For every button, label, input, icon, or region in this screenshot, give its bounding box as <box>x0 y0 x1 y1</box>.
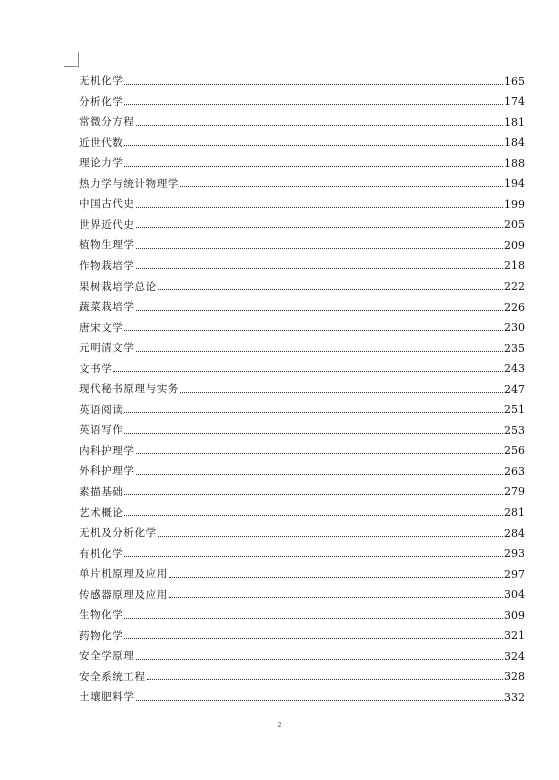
toc-entry[interactable] <box>79 109 525 130</box>
toc-entry[interactable] <box>79 643 525 664</box>
toc-entry-title: 元明清文学 <box>79 342 135 355</box>
toc-entry-page: 253 <box>504 423 525 437</box>
toc-entry[interactable] <box>79 664 525 685</box>
toc-entry-title: 生物化学 <box>79 609 124 622</box>
toc-entry[interactable] <box>79 397 525 418</box>
toc-entry[interactable] <box>79 376 525 397</box>
toc-entry-title: 常微分方程 <box>79 116 135 129</box>
toc-entry-page: 279 <box>504 485 525 499</box>
toc-dot-leader <box>124 330 503 331</box>
toc-dot-leader <box>136 310 504 311</box>
toc-dot-leader <box>180 186 503 187</box>
toc-entry[interactable] <box>79 356 525 377</box>
toc-entry-title: 素描基础 <box>79 485 124 498</box>
toc-entry[interactable] <box>79 438 525 459</box>
toc-entry[interactable] <box>79 171 525 192</box>
toc-entry[interactable] <box>79 232 525 253</box>
toc-entry-page: 243 <box>504 362 525 376</box>
toc-entry-title: 安全学原理 <box>79 650 135 663</box>
toc-entry-page: 218 <box>504 259 525 273</box>
toc-entry-page: 251 <box>504 403 525 417</box>
toc-dot-leader <box>124 556 503 557</box>
toc-dot-leader <box>180 392 503 393</box>
toc-entry-title: 文书学 <box>79 362 113 375</box>
toc-entry-title: 外科护理学 <box>79 465 135 478</box>
toc-entry[interactable] <box>79 520 525 541</box>
toc-entry[interactable] <box>79 315 525 336</box>
table-of-contents <box>79 68 525 705</box>
toc-entry-page: 309 <box>504 608 525 622</box>
toc-entry-title: 蔬菜栽培学 <box>79 301 135 314</box>
toc-entry-title: 英语写作 <box>79 424 124 437</box>
toc-dot-leader <box>136 268 504 269</box>
toc-entry-title: 传感器原理及应用 <box>79 588 168 601</box>
toc-entry-title: 热力学与统计物理学 <box>79 177 179 190</box>
toc-dot-leader <box>147 679 503 680</box>
margin-corner-mark <box>64 52 79 67</box>
toc-entry-page: 174 <box>504 95 525 109</box>
toc-entry-page: 184 <box>504 136 525 150</box>
toc-dot-leader <box>136 351 504 352</box>
toc-entry[interactable] <box>79 458 525 479</box>
toc-entry-page: 188 <box>504 156 525 170</box>
toc-entry-page: 235 <box>504 341 525 355</box>
toc-entry[interactable] <box>79 561 525 582</box>
toc-entry-page: 199 <box>504 197 525 211</box>
toc-entry-page: 194 <box>504 177 525 191</box>
toc-entry-title: 理论力学 <box>79 157 124 170</box>
toc-dot-leader <box>124 433 503 434</box>
toc-entry[interactable] <box>79 417 525 438</box>
toc-dot-leader <box>124 84 503 85</box>
toc-entry-page: 332 <box>504 690 525 704</box>
toc-entry-page: 256 <box>504 444 525 458</box>
toc-entry[interactable] <box>79 89 525 110</box>
toc-entry-title: 近世代数 <box>79 136 124 149</box>
toc-dot-leader <box>113 371 503 372</box>
toc-entry-page: 324 <box>504 649 525 663</box>
toc-dot-leader <box>124 145 503 146</box>
toc-entry-title: 果树栽培学总论 <box>79 280 157 293</box>
toc-entry[interactable] <box>79 499 525 520</box>
toc-entry-title: 植物生理学 <box>79 239 135 252</box>
toc-dot-leader <box>136 125 504 126</box>
toc-entry[interactable] <box>79 479 525 500</box>
toc-dot-leader <box>124 638 503 639</box>
toc-entry-page: 284 <box>504 526 525 540</box>
toc-dot-leader <box>158 536 503 537</box>
toc-entry-page: 281 <box>504 506 525 520</box>
toc-entry-title: 安全系统工程 <box>79 670 146 683</box>
toc-entry[interactable] <box>79 602 525 623</box>
toc-entry-page: 293 <box>504 547 525 561</box>
toc-dot-leader <box>124 166 503 167</box>
toc-entry-page: 181 <box>504 115 525 129</box>
toc-entry[interactable] <box>79 150 525 171</box>
toc-entry-title: 艺术概论 <box>79 506 124 519</box>
toc-dot-leader <box>136 659 504 660</box>
toc-entry-title: 单片机原理及应用 <box>79 568 168 581</box>
toc-entry-title: 内科护理学 <box>79 444 135 457</box>
toc-entry-title: 英语阅读 <box>79 403 124 416</box>
toc-entry-title: 土壤肥料学 <box>79 691 135 704</box>
toc-dot-leader <box>136 227 504 228</box>
toc-entry-page: 230 <box>504 321 525 335</box>
toc-entry-page: 247 <box>504 382 525 396</box>
toc-dot-leader <box>158 289 503 290</box>
toc-entry[interactable] <box>79 191 525 212</box>
toc-dot-leader <box>136 700 504 701</box>
toc-entry-title: 现代秘书原理与实务 <box>79 383 179 396</box>
toc-entry[interactable] <box>79 684 525 705</box>
toc-entry[interactable] <box>79 623 525 644</box>
toc-dot-leader <box>136 453 504 454</box>
toc-entry-title: 有机化学 <box>79 547 124 560</box>
toc-entry[interactable] <box>79 273 525 294</box>
toc-entry[interactable] <box>79 253 525 274</box>
toc-dot-leader <box>124 618 503 619</box>
toc-entry-title: 无机及分析化学 <box>79 527 157 540</box>
toc-dot-leader <box>169 597 503 598</box>
toc-entry-page: 304 <box>504 588 525 602</box>
toc-entry-title: 作物栽培学 <box>79 259 135 272</box>
toc-dot-leader <box>124 515 503 516</box>
toc-entry-title: 中国古代史 <box>79 198 135 211</box>
toc-entry-page: 205 <box>504 218 525 232</box>
toc-entry-title: 分析化学 <box>79 95 124 108</box>
toc-dot-leader <box>136 207 504 208</box>
toc-entry-title: 无机化学 <box>79 75 124 88</box>
toc-entry[interactable] <box>79 68 525 89</box>
toc-entry-page: 297 <box>504 567 525 581</box>
toc-entry-page: 321 <box>504 629 525 643</box>
toc-entry[interactable] <box>79 212 525 233</box>
toc-entry[interactable] <box>79 582 525 603</box>
toc-entry-page: 328 <box>504 670 525 684</box>
toc-entry[interactable] <box>79 130 525 151</box>
toc-dot-leader <box>124 104 503 105</box>
toc-dot-leader <box>136 248 504 249</box>
toc-entry-title: 药物化学 <box>79 629 124 642</box>
toc-entry-title: 唐宋文学 <box>79 321 124 334</box>
toc-entry[interactable] <box>79 294 525 315</box>
toc-dot-leader <box>136 474 504 475</box>
toc-entry[interactable] <box>79 335 525 356</box>
toc-dot-leader <box>169 577 503 578</box>
toc-entry-page: 226 <box>504 300 525 314</box>
toc-entry-page: 263 <box>504 464 525 478</box>
toc-entry-page: 209 <box>504 238 525 252</box>
page-number: 2 <box>277 722 282 729</box>
toc-entry[interactable] <box>79 541 525 562</box>
toc-entry-page: 222 <box>504 280 525 294</box>
toc-dot-leader <box>124 412 503 413</box>
toc-dot-leader <box>124 494 503 495</box>
toc-entry-page: 165 <box>504 74 525 88</box>
toc-entry-title: 世界近代史 <box>79 218 135 231</box>
